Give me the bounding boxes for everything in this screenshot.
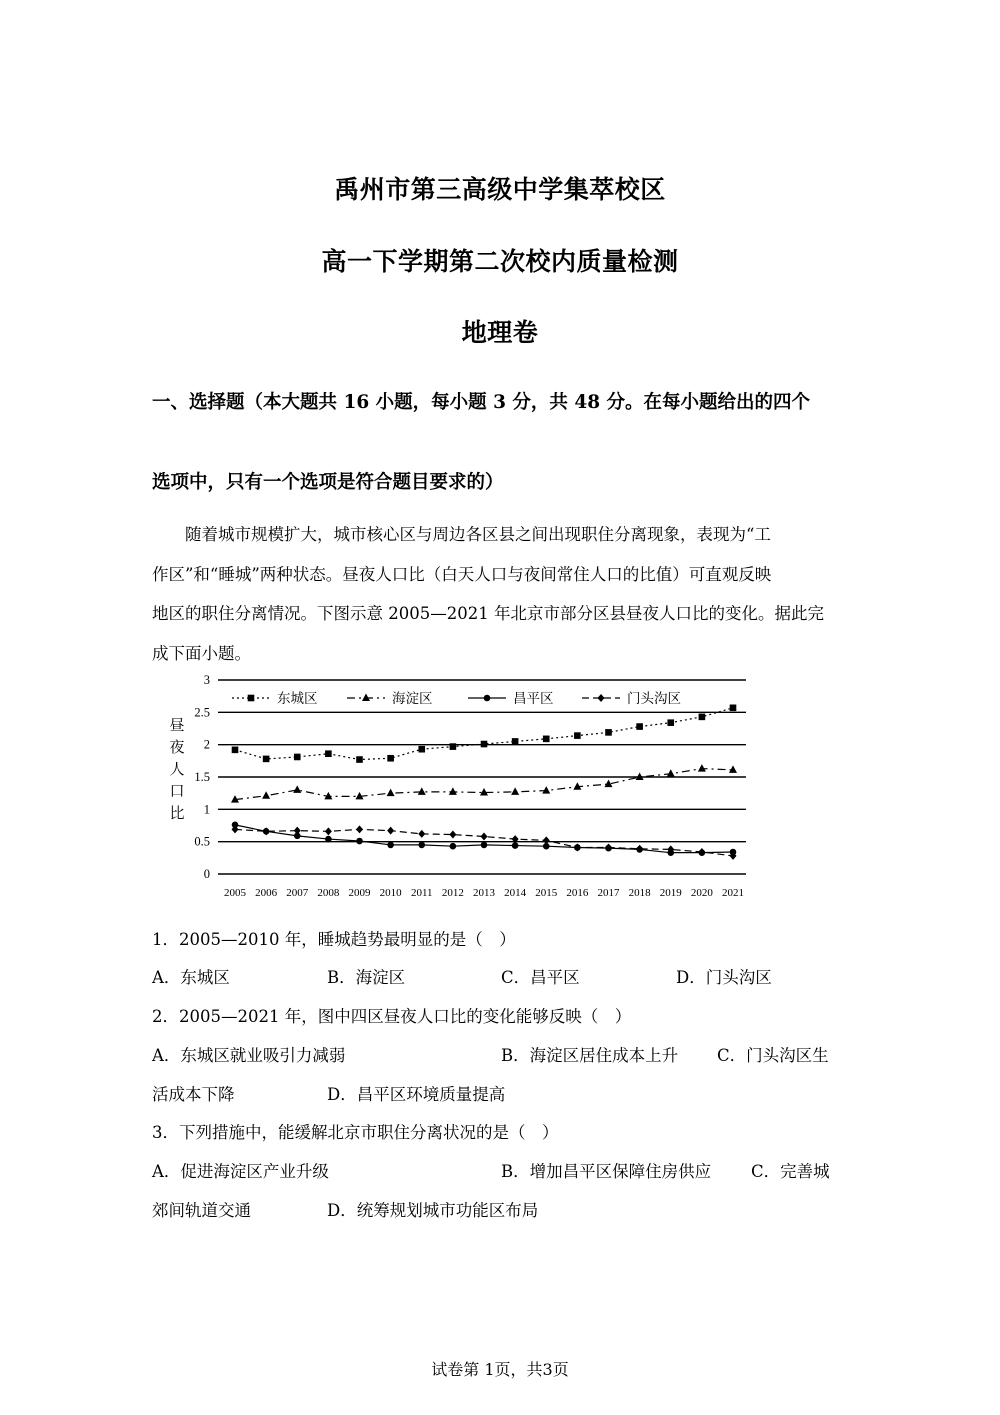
data-point <box>325 836 332 843</box>
x-tick-label: 2010 <box>379 887 402 899</box>
data-point <box>263 756 270 763</box>
data-point <box>418 842 425 849</box>
data-point <box>480 788 488 796</box>
x-tick-label: 2014 <box>504 887 527 899</box>
q2-option-d[interactable]: D．昌平区环境质量提高 <box>327 1085 506 1104</box>
data-point <box>450 843 457 850</box>
y-axis-label-char: 人 <box>169 760 185 778</box>
question-3-stem: 3．下列措施中，能缓解北京市职住分离状况的是（ ） <box>152 1123 559 1142</box>
q2-option-c[interactable]: C．门头沟区生 <box>717 1046 829 1065</box>
data-point <box>511 787 519 795</box>
y-tick-label: 2.5 <box>194 705 210 720</box>
y-tick-label: 2 <box>203 737 210 752</box>
data-point <box>450 743 457 750</box>
y-axis-label-char: 口 <box>169 782 185 800</box>
data-point <box>387 789 395 797</box>
q1-option-c[interactable]: C．昌平区 <box>501 968 580 987</box>
x-tick-label: 2009 <box>348 887 371 899</box>
subject-title: 地理卷 <box>461 318 539 347</box>
passage-line-2: 作区”和“睡城”两种状态。昼夜人口比（白天人口与夜间常住人口的比值）可直观反映 <box>152 565 772 584</box>
legend-marker <box>248 695 255 702</box>
y-tick-label: 1 <box>203 802 210 817</box>
data-point <box>449 831 456 839</box>
data-point <box>263 827 270 835</box>
x-tick-label: 2016 <box>566 887 589 899</box>
q2-option-c-continued[interactable]: 活成本下降 <box>152 1085 235 1104</box>
passage-line-1: 随着城市规模扩大，城市核心区与周边各区县之间出现职住分离现象，表现为“工 <box>152 525 771 544</box>
legend-label: 昌平区 <box>513 691 554 707</box>
data-point <box>636 773 644 781</box>
x-tick-label: 2017 <box>597 887 620 899</box>
question-2-stem: 2．2005—2021 年，图中四区昼夜人口比的变化能够反映（ ） <box>152 1007 632 1026</box>
page-footer: 试卷第 1页，共3页 <box>431 1360 569 1379</box>
y-axis-label-char: 比 <box>169 804 185 822</box>
data-point <box>512 842 519 849</box>
y-tick-label: 0 <box>203 867 210 881</box>
data-point <box>262 791 270 798</box>
legend-label: 海淀区 <box>392 691 433 707</box>
data-point <box>387 827 394 835</box>
passage-line-4: 成下面小题。 <box>152 644 251 663</box>
x-tick-label: 2012 <box>441 887 464 899</box>
data-point <box>294 754 301 761</box>
data-point <box>356 825 363 833</box>
q3-option-b[interactable]: B．增加昌平区保障住房供应 <box>501 1162 712 1181</box>
legend-marker <box>484 695 491 702</box>
data-point <box>605 729 612 736</box>
q2-option-a[interactable]: A．东城区就业吸引力减弱 <box>152 1046 346 1065</box>
data-point <box>699 714 706 721</box>
x-tick-label: 2020 <box>690 887 713 899</box>
x-tick-label: 2008 <box>317 887 340 899</box>
data-point <box>481 741 488 748</box>
q1-option-a[interactable]: A．东城区 <box>152 968 230 987</box>
legend-marker <box>598 694 605 702</box>
data-point <box>387 842 394 849</box>
legend-marker <box>362 694 370 702</box>
section-heading-line1: 一、选择题（本大题共 16 小题，每小题 3 分，共 48 分。在每小题给出的四个 <box>152 392 811 413</box>
q3-option-c[interactable]: C．完善城 <box>751 1162 830 1181</box>
x-tick-label: 2015 <box>535 887 558 899</box>
q2-option-b[interactable]: B．海淀区居住成本上升 <box>501 1046 679 1065</box>
x-tick-label: 2021 <box>722 887 744 899</box>
school-title: 禹州市第三高级中学集萃校区 <box>334 175 666 204</box>
q1-option-b[interactable]: B．海淀区 <box>327 968 406 987</box>
legend-label: 门头沟区 <box>627 691 681 707</box>
data-point <box>698 764 706 772</box>
y-tick-label: 3 <box>203 673 210 687</box>
data-point <box>729 765 737 773</box>
x-tick-label: 2005 <box>224 887 246 899</box>
data-point <box>481 842 488 849</box>
q1-option-d[interactable]: D．门头沟区 <box>676 968 772 987</box>
data-point <box>293 785 301 793</box>
data-point <box>387 755 394 762</box>
data-point <box>356 756 363 763</box>
data-point <box>356 838 363 845</box>
data-point <box>232 747 239 754</box>
y-axis-label-char: 昼 <box>169 716 185 734</box>
question-1-stem: 1．2005—2010 年，睡城趋势最明显的是（ ） <box>152 930 516 949</box>
data-point <box>325 827 332 835</box>
data-point <box>543 836 550 844</box>
data-point <box>449 787 457 795</box>
data-point <box>574 843 581 851</box>
x-tick-label: 2011 <box>410 887 433 899</box>
passage-line-3: 地区的职住分离情况。下图示意 2005—2021 年北京市部分区县昼夜人口比的变化。据此完 <box>152 604 824 623</box>
q3-option-c-continued[interactable]: 郊间轨道交通 <box>152 1201 251 1220</box>
data-point <box>730 705 737 712</box>
x-tick-label: 2018 <box>628 887 651 899</box>
series-line <box>235 708 733 760</box>
legend-label: 东城区 <box>277 691 318 707</box>
x-tick-label: 2007 <box>286 887 309 899</box>
data-point <box>418 746 425 753</box>
data-point <box>325 750 332 757</box>
x-tick-label: 2019 <box>659 887 682 899</box>
data-point <box>543 736 550 743</box>
data-point <box>294 827 301 835</box>
data-point <box>418 830 425 838</box>
y-tick-label: 0.5 <box>194 834 210 849</box>
data-point <box>667 769 675 777</box>
y-axis-label-char: 夜 <box>169 738 185 756</box>
data-point <box>542 786 550 794</box>
data-point <box>636 723 643 730</box>
data-point <box>667 719 674 726</box>
x-tick-label: 2006 <box>255 887 278 899</box>
data-point <box>418 787 426 795</box>
data-point <box>481 832 488 840</box>
y-tick-label: 1.5 <box>194 770 210 784</box>
data-point <box>512 738 519 745</box>
population-ratio-chart <box>160 668 760 908</box>
exam-title: 高一下学期第二次校内质量检测 <box>321 247 679 276</box>
q3-option-d[interactable]: D．统筹规划城市功能区布局 <box>327 1201 539 1220</box>
q3-option-a[interactable]: A．促进海淀区产业升级 <box>152 1162 329 1181</box>
data-point <box>574 732 581 739</box>
section-heading-line2: 选项中，只有一个选项是符合题目要求的） <box>152 472 504 493</box>
x-tick-label: 2013 <box>473 887 495 899</box>
